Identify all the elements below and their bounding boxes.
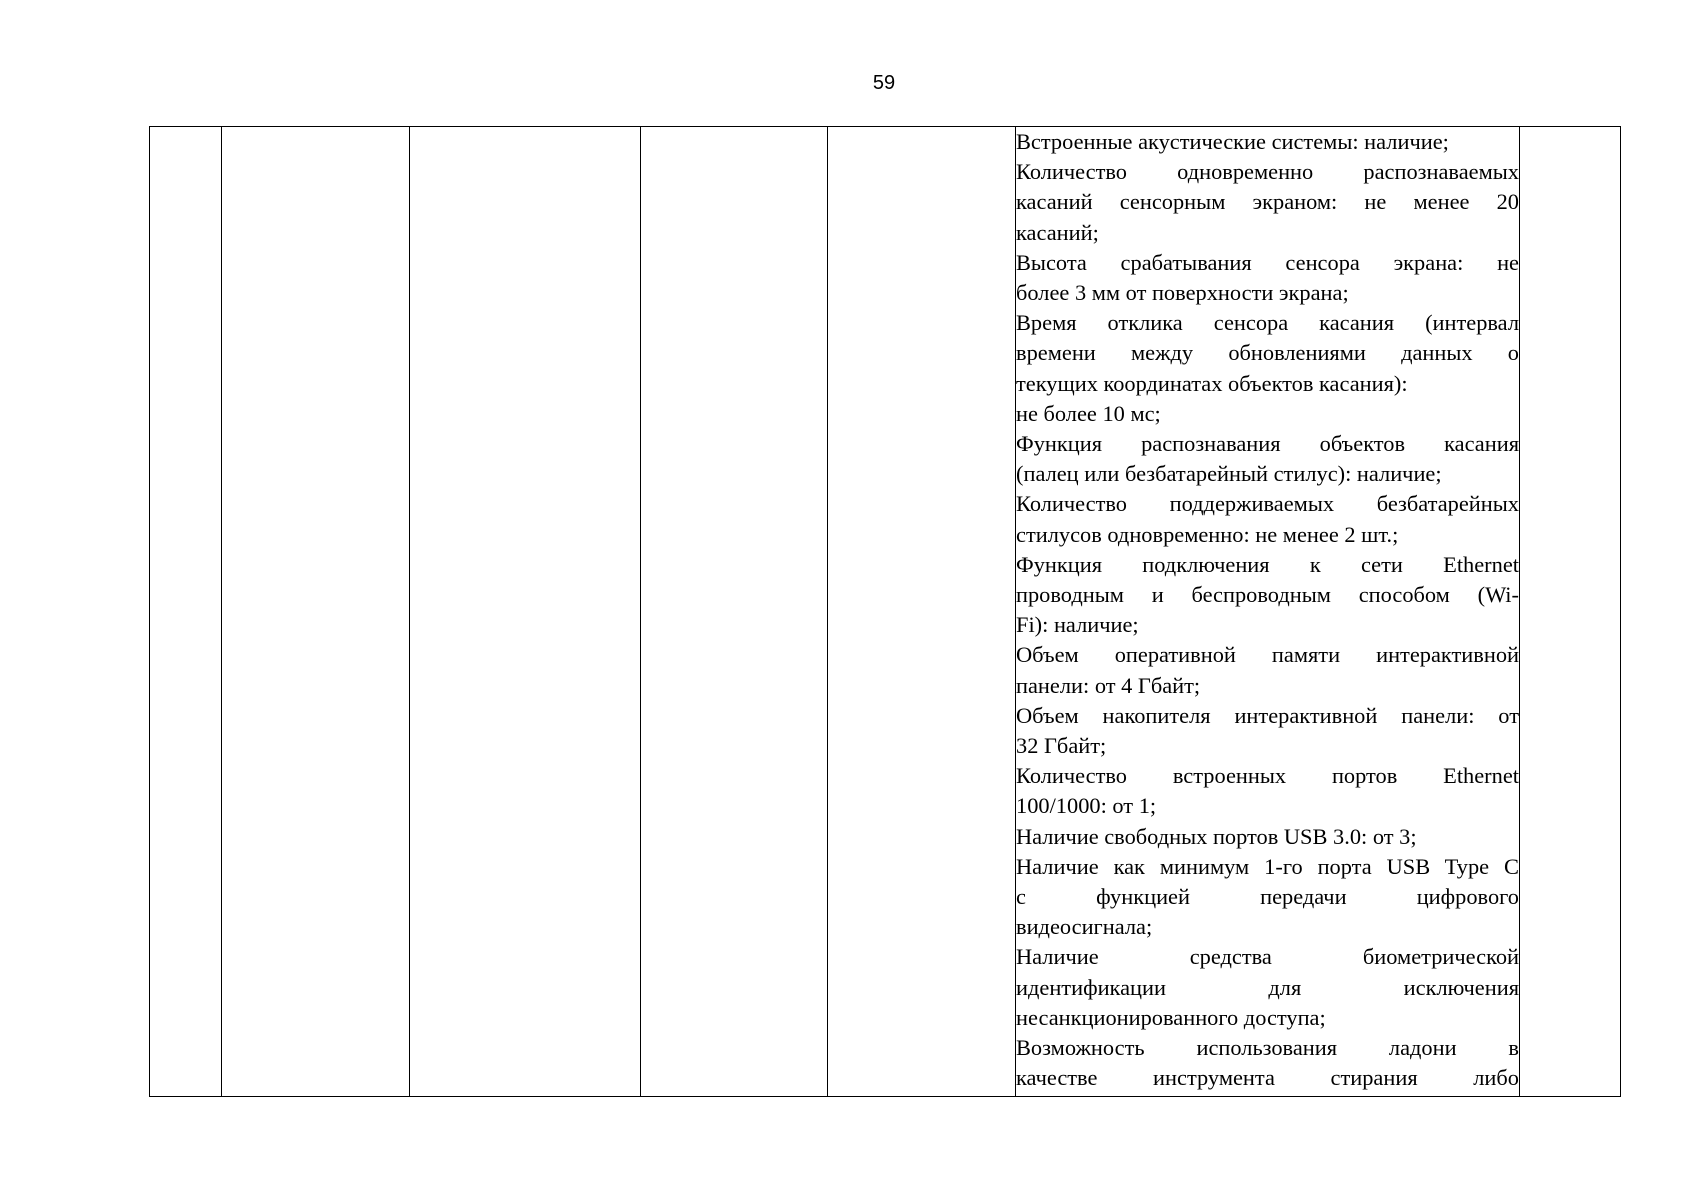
spec-line: Функция распознавания объектов касания	[1016, 431, 1519, 457]
spec-line: времени между обновлениями данных о	[1016, 340, 1519, 366]
spec-line: Наличие как минимум 1-го порта USB Type C	[1016, 853, 1519, 879]
page-number: 59	[872, 72, 896, 94]
spec-line: Объем накопителя интерактивной панели: от	[1016, 702, 1519, 728]
spec-line: идентификации для исключения	[1016, 974, 1519, 1000]
cell-number	[150, 127, 222, 1097]
spec-line: видеосигнала;	[1016, 914, 1153, 940]
spec-line: касаний сенсорным экраном: не менее 20	[1016, 189, 1519, 215]
spec-line: стилусов одновременно: не менее 2 шт.;	[1016, 521, 1399, 547]
spec-line: Наличие средства биометрической	[1016, 944, 1519, 970]
spec-line: более 3 мм от поверхности экрана;	[1016, 280, 1349, 306]
cell-col-3	[410, 127, 641, 1097]
spec-line: (палец или безбатарейный стилус): наличие;	[1016, 461, 1442, 487]
spec-line: Высота срабатывания сенсора экрана: не	[1016, 249, 1519, 275]
cell-specifications	[1016, 127, 1520, 1097]
cell-name	[222, 127, 410, 1097]
spec-line: текущих координатах объектов касания):	[1016, 370, 1408, 396]
cell-col-4	[641, 127, 828, 1097]
spec-line: Возможность использования ладони в	[1016, 1035, 1519, 1061]
spec-line: Количество одновременно распознаваемых	[1016, 159, 1519, 185]
spec-line: Функция подключения к сети Ethernet	[1016, 551, 1519, 577]
spec-line: Объем оперативной памяти интерактивной	[1016, 642, 1519, 668]
spec-line: панели: от 4 Гбайт;	[1016, 672, 1201, 698]
spec-line: качестве инструмента стирания либо	[1016, 1065, 1519, 1091]
table-row	[150, 127, 1621, 1097]
spec-table	[149, 126, 1621, 1097]
spec-line: Встроенные акустические системы: наличие;	[1016, 129, 1449, 154]
spec-line: Время отклика сенсора касания (интервал	[1016, 310, 1519, 336]
spec-line: касаний;	[1016, 219, 1099, 245]
spec-line: 100/1000: от 1;	[1016, 793, 1157, 819]
spec-line: Наличие свободных портов USB 3.0: от 3;	[1016, 823, 1417, 849]
spec-line: с функцией передачи цифрового	[1016, 884, 1519, 910]
spec-line: Количество встроенных портов Ethernet	[1016, 763, 1519, 789]
spec-line: не более 10 мс;	[1016, 400, 1161, 426]
spec-line: несанкционированного доступа;	[1016, 1004, 1326, 1030]
spec-line: Fi): наличие;	[1016, 612, 1139, 638]
cell-col-5	[828, 127, 1016, 1097]
spec-lines	[1016, 127, 1519, 1094]
spec-line: 32 Гбайт;	[1016, 733, 1107, 759]
spec-line: Количество поддерживаемых безбатарейных	[1016, 491, 1519, 517]
cell-col-7	[1520, 127, 1621, 1097]
spec-line: проводным и беспроводным способом (Wi-	[1016, 582, 1519, 608]
